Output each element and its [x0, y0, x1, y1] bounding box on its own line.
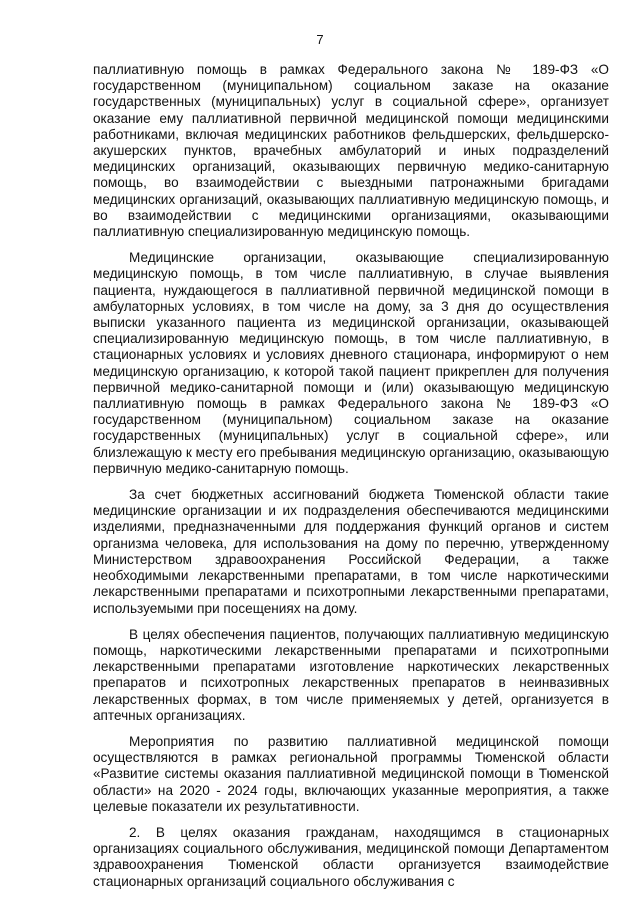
paragraph-narcotic-drugs: В целях обеспечения пациентов, получающих паллиативную медицинскую помощь, наркотическими лекарственными препаратами и психотропными лекарственными препаратами изготовление наркотических лекарственных препаратов и психотропных лекарственных препаратов в неинвазивных лекарственных формах, в том числе применяемых у детей, организуется в аптечных организациях. — [93, 626, 609, 723]
page-number: 7 — [316, 32, 324, 47]
paragraph-specialized-care: Медицинские организации, оказывающие специализированную медицинскую помощь, в том числе паллиативную, в случае выявления пациента, нуждающегося в паллиативной первичной медицинской помощи в амбулаторных условиях, в том числе на дому, за 3 дня до осуществления выписки указанного пациента из медицинской организации, оказывающей специализированную медицинскую помощь, в том числе паллиативную, в стационарных условиях и условиях дневного стационара, информируют о нем медицинскую организацию, к которой такой пациент прикреплен для получения первичной медико-санитарной помощи и (или) оказывающую медицинскую паллиативную помощь в рамках Федерального закона № 189-ФЗ «О государственном (муниципальном) социальном заказе на оказание государственных (муниципальных) услуг в социальной сфере», или близлежащую к месту его пребывания медицинскую организацию, оказывающую первичную медико-санитарную помощь. — [93, 250, 609, 476]
paragraph-item-2: 2. В целях оказания гражданам, находящимся в стационарных организациях социального обслуживания, медицинской помощи Департаментом здравоохранения Тюменской области организуется взаимодействие стационарных организаций социального обслуживания с — [93, 824, 609, 889]
paragraph-continuation: паллиативную помощь в рамках Федерального закона № 189-ФЗ «О государственном (муниципальном) социальном заказе на оказание государственных (муниципальных) услуг в социальной сфере», организует оказание ему паллиативной первичной медицинской помощи медицинскими работниками, включая медицинских работников фельдшерских, фельдшерско-акушерских пунктов, врачебных амбулаторий и иных подразделений медицинских организаций, оказывающих первичную медико-санитарную помощь, во взаимодействии с выездными патронажными бригадами медицинских организаций, оказывающих паллиативную медицинскую помощь, и во взаимодействии с медицинскими организациями, оказывающими паллиативную специализированную медицинскую помощь. — [93, 62, 609, 240]
document-body — [93, 62, 609, 890]
paragraph-regional-program: Мероприятия по развитию паллиативной медицинской помощи осуществляются в рамках региональной программы Тюменской области «Развитие системы оказания паллиативной медицинской помощи в Тюменской области» на 2020 - 2024 годы, включающих указанные мероприятия, а также целевые показатели их результативности. — [93, 733, 609, 814]
paragraph-budget-funding: За счет бюджетных ассигнований бюджета Тюменской области такие медицинские организации и их подразделения обеспечиваются медицинскими изделиями, предназначенными для поддержания функций органов и систем организма человека, для использования на дому по перечню, утвержденному Министерством здравоохранения Российской Федерации, а также необходимыми лекарственными препаратами, в том числе наркотическими лекарственными препаратами и психотропными лекарственными препаратами, используемыми при посещениях на дому. — [93, 487, 609, 616]
